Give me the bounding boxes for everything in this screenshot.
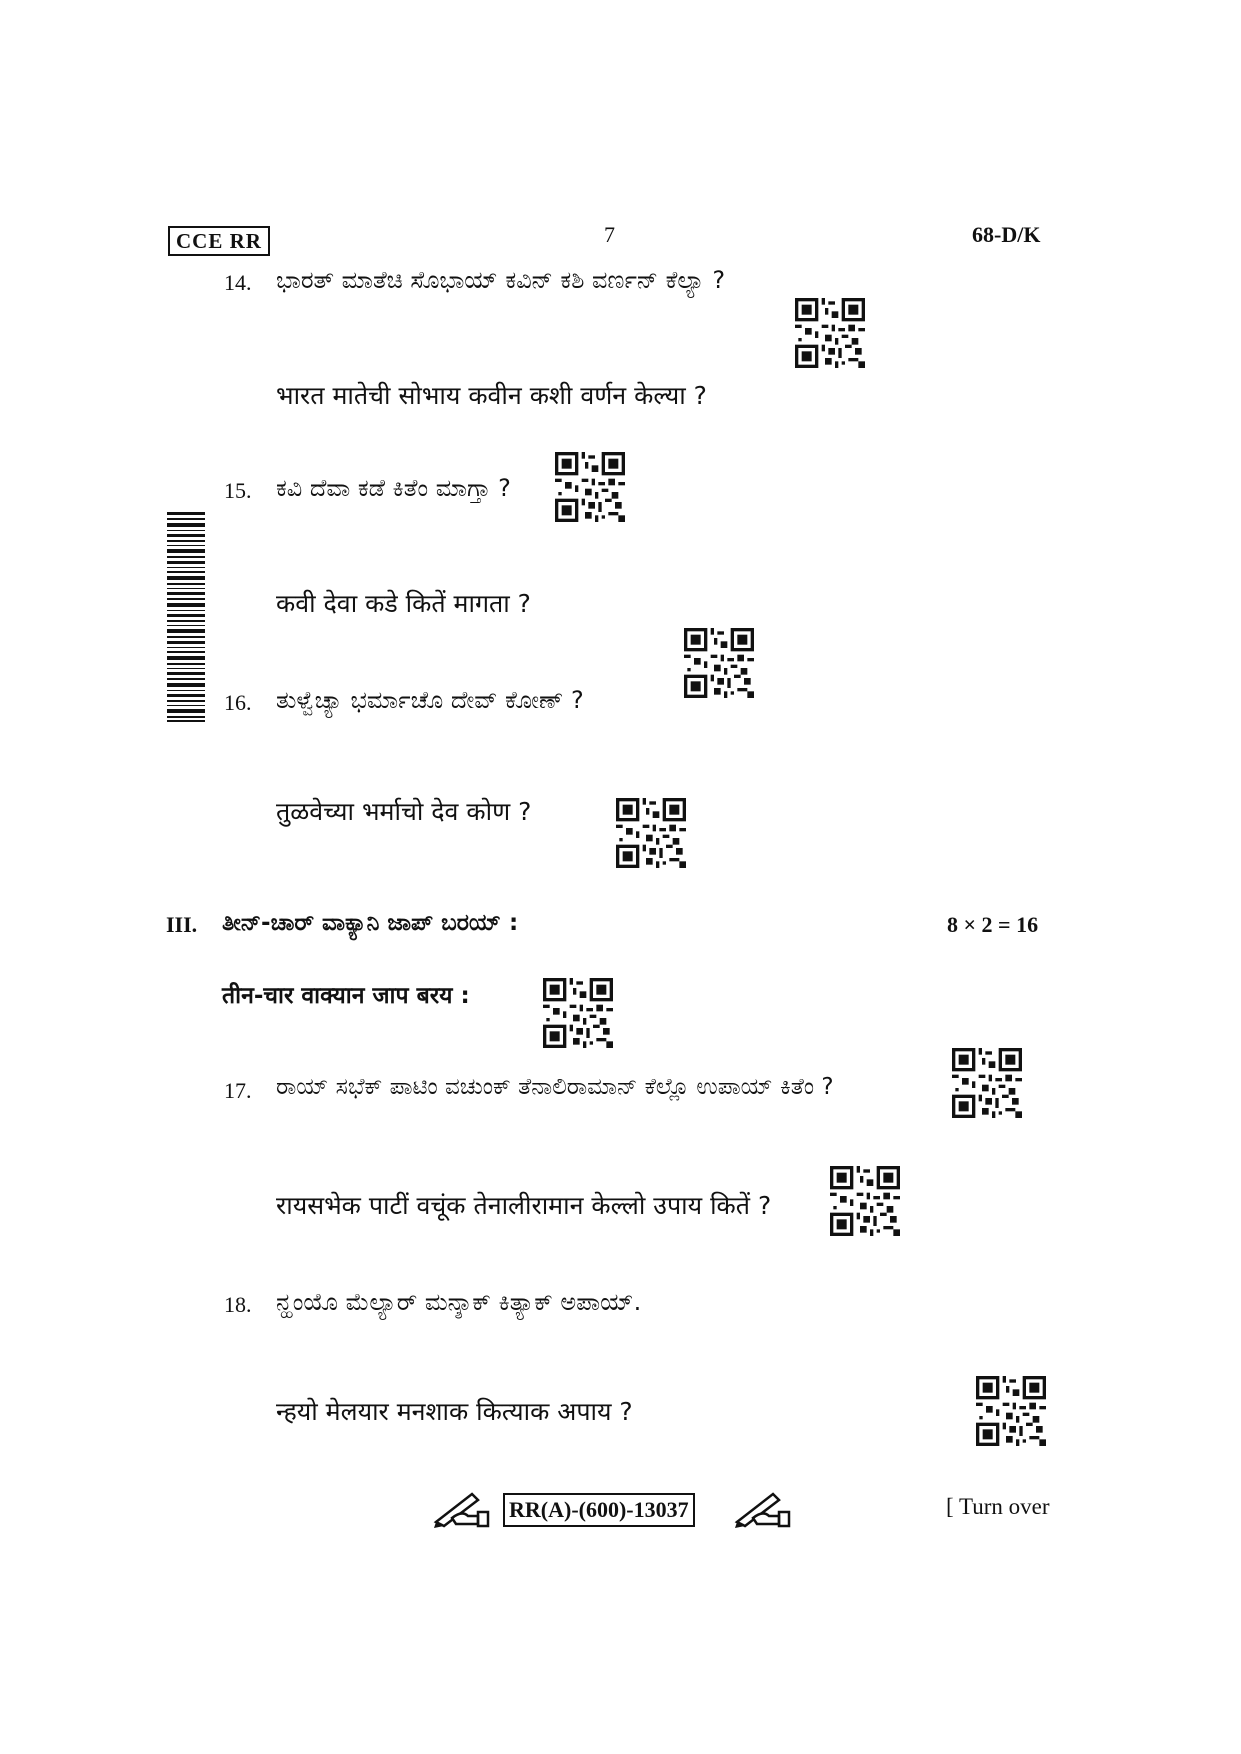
- qr-code-icon: [830, 1166, 900, 1236]
- writing-hand-icon: [733, 1488, 791, 1528]
- qr-code-icon: [543, 978, 613, 1048]
- qr-code-icon: [555, 452, 625, 522]
- question-text-devanagari: कवी देवा कडे कितें मागता ?: [276, 589, 531, 618]
- question-text-kannada: ಕವಿ ದೆವಾ ಕಡೆ ಕಿತೆಂ ಮಾಗ್ತಾ ?: [276, 474, 511, 502]
- section-instruction-devanagari: तीन-चार वाक्यान जाप बरय :: [222, 983, 470, 1009]
- section-instruction-kannada: ತೀನ್-ಚಾರ್ ವಾಕ್ಯಾನಿ ಜಾಪ್ ಬರಯ್ :: [222, 910, 519, 936]
- qr-code-icon: [952, 1048, 1022, 1118]
- question-number: 16.: [224, 690, 252, 715]
- question-number: 14.: [224, 270, 252, 295]
- question-text-devanagari: रायसभेक पाटीं वचूंक तेनालीरामान केल्लो उपाय कितें ?: [276, 1191, 772, 1220]
- question-number: 18.: [224, 1292, 252, 1317]
- question-text-kannada: ರಾಯ್ ಸಭೆಕ್ ಪಾಟಿಂ ವಚುಂಕ್ ತೆನಾಲಿರಾಮಾನ್ ಕೆಲ್ಲೊ ಉಪಾಯ್ ಕಿತೆಂ ?: [276, 1074, 834, 1100]
- question-text-devanagari: भारत मातेची सोभाय कवीन कशी वर्णन केल्या ?: [276, 381, 707, 410]
- series-label: CCE RR: [168, 226, 270, 256]
- barcode-icon: [167, 512, 205, 722]
- writing-hand-icon: [432, 1488, 490, 1528]
- paper-code: 68-D/K: [972, 222, 1041, 247]
- question-text-devanagari: तुळवेच्या भर्माचो देव कोण ?: [276, 797, 532, 826]
- qr-code-icon: [616, 798, 686, 868]
- turn-over-note: [ Turn over: [946, 1494, 1050, 1519]
- section-marks: 8 × 2 = 16: [947, 912, 1039, 937]
- qr-code-icon: [795, 298, 865, 368]
- question-number: 17.: [224, 1078, 252, 1103]
- page-number: 7: [604, 222, 615, 247]
- qr-code-icon: [684, 628, 754, 698]
- qr-code-icon: [976, 1376, 1046, 1446]
- print-code: RR(A)-(600)-13037: [503, 1493, 695, 1527]
- question-text-kannada: ತುಳ್ವೆಚ್ಯಾ ಭರ್ಮಾಚೊ ದೇವ್ ಕೋಣ್ ?: [276, 686, 584, 714]
- question-number: 15.: [224, 478, 252, 503]
- question-text-kannada: ನ್ಹಂಯೊ ಮೆಲ್ಯಾರ್ ಮನ್ಶಾಕ್ ಕಿತ್ಯಾಕ್ ಅಪಾಯ್.: [276, 1288, 642, 1316]
- question-text-devanagari: न्हयो मेलयार मनशाक कित्याक अपाय ?: [276, 1397, 633, 1426]
- question-text-kannada: ಭಾರತ್ ಮಾತೆಚಿ ಸೊಭಾಯ್ ಕವಿನ್ ಕಶಿ ವರ್ಣನ್ ಕೆಲ್ಯಾ ?: [276, 266, 726, 294]
- section-number: III.: [166, 912, 198, 937]
